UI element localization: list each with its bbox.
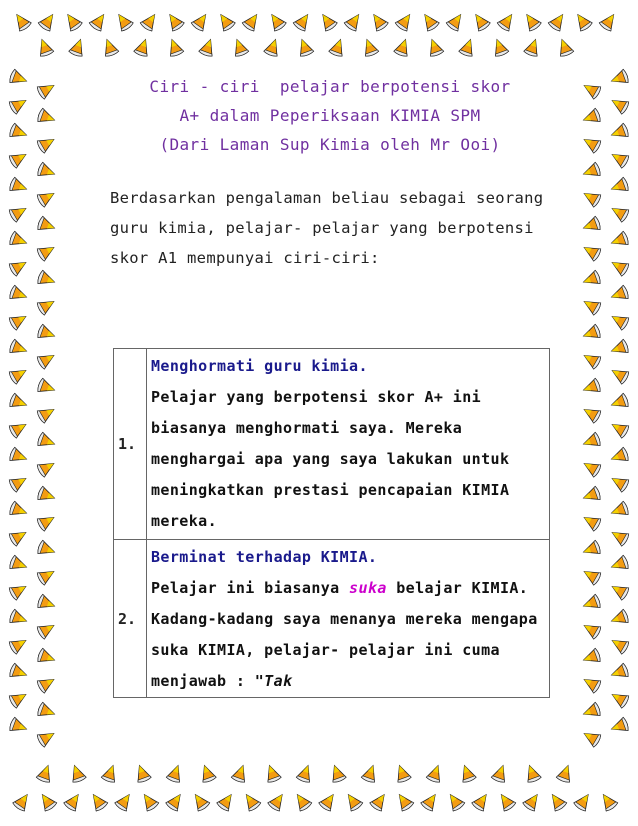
candy-corn-icon — [8, 94, 29, 114]
candy-corn-icon — [445, 791, 466, 813]
candy-corn-icon — [581, 565, 602, 585]
candy-corn-icon — [37, 648, 57, 667]
candy-corn-icon — [609, 418, 630, 438]
candy-corn-icon — [581, 673, 602, 693]
candy-corn-icon — [198, 763, 217, 783]
candy-corn-icon — [101, 763, 120, 783]
candy-corn-icon — [36, 763, 55, 783]
candy-corn-icon — [425, 37, 444, 57]
candy-corn-icon — [8, 256, 29, 276]
candy-corn-icon — [8, 688, 29, 708]
candy-corn-icon — [581, 79, 602, 99]
candy-corn-icon — [393, 37, 412, 57]
candy-corn-icon — [164, 11, 185, 33]
item-cell — [147, 540, 550, 698]
candy-corn-icon — [609, 310, 630, 330]
candy-corn-icon — [343, 11, 364, 33]
page-title — [110, 72, 550, 159]
candy-corn-icon — [9, 123, 29, 142]
candy-corn-icon — [295, 37, 314, 57]
candy-corn-icon — [496, 791, 517, 813]
candy-corn-icon — [292, 791, 313, 813]
candy-corn-icon — [36, 295, 57, 315]
candy-corn-icon — [113, 11, 134, 33]
candy-corn-icon — [522, 791, 543, 813]
candy-corn-icon — [547, 11, 568, 33]
item-body-italic: Tak — [264, 672, 293, 690]
candy-corn-icon — [263, 37, 282, 57]
candy-corn-icon — [581, 403, 602, 423]
candy-corn-icon — [581, 648, 601, 667]
candy-corn-icon — [37, 702, 57, 721]
candy-corn-icon — [490, 37, 509, 57]
candy-corn-icon — [343, 791, 364, 813]
candy-corn-icon — [581, 133, 602, 153]
candy-corn-icon — [216, 791, 237, 813]
candy-corn-icon — [241, 791, 262, 813]
table-row — [114, 349, 550, 540]
candy-corn-icon — [609, 148, 630, 168]
candy-corn-icon — [609, 69, 629, 88]
candy-corn-icon — [62, 11, 83, 33]
candy-corn-icon — [215, 11, 236, 33]
item-number: 1. — [114, 349, 147, 540]
item-body — [151, 573, 545, 697]
candy-corn-icon — [9, 717, 29, 736]
candy-corn-icon — [394, 11, 415, 33]
candy-corn-icon — [609, 94, 630, 114]
candy-corn-icon — [37, 378, 57, 397]
candy-corn-icon — [609, 285, 629, 304]
candy-corn-icon — [165, 791, 186, 813]
candy-corn-icon — [9, 231, 29, 250]
item-number: 2. — [114, 540, 147, 698]
candy-corn-icon — [190, 791, 211, 813]
candy-corn-icon — [190, 11, 211, 33]
candy-corn-icon — [609, 231, 629, 250]
candy-corn-icon — [133, 763, 152, 783]
candy-corn-icon — [9, 609, 29, 628]
candy-corn-icon — [292, 11, 313, 33]
candy-corn-icon — [426, 763, 445, 783]
candy-corn-icon — [581, 187, 602, 207]
candy-corn-icon — [36, 349, 57, 369]
candy-corn-icon — [8, 202, 29, 222]
candy-corn-icon — [609, 580, 630, 600]
candy-corn-icon — [581, 511, 602, 531]
candy-corn-icon — [100, 37, 119, 57]
candy-corn-icon — [581, 540, 601, 559]
candy-corn-icon — [609, 609, 629, 628]
candy-corn-icon — [598, 791, 619, 813]
item-heading: Menghormati guru kimia. — [151, 357, 368, 375]
candy-corn-icon — [8, 364, 29, 384]
candy-corn-icon — [8, 634, 29, 654]
candy-corn-icon — [609, 177, 629, 196]
candy-corn-icon — [581, 241, 602, 261]
candy-corn-icon — [458, 37, 477, 57]
candy-corn-icon — [88, 11, 109, 33]
item-heading: Berminat terhadap KIMIA. — [151, 548, 378, 566]
candy-corn-icon — [581, 349, 602, 369]
candy-corn-icon — [36, 619, 57, 639]
candy-corn-icon — [36, 79, 57, 99]
candy-corn-icon — [317, 11, 338, 33]
candy-corn-icon — [556, 763, 575, 783]
candy-corn-icon — [37, 594, 57, 613]
candy-corn-icon — [581, 324, 601, 343]
candy-corn-icon — [139, 11, 160, 33]
candy-corn-icon — [37, 270, 57, 289]
candy-corn-icon — [470, 11, 491, 33]
candy-corn-icon — [581, 270, 601, 289]
candy-corn-icon — [36, 133, 57, 153]
candy-corn-icon — [36, 457, 57, 477]
candy-corn-icon — [8, 310, 29, 330]
candy-corn-icon — [609, 447, 629, 466]
candy-corn-icon — [114, 791, 135, 813]
candy-corn-icon — [35, 37, 54, 57]
item-body-highlight: suka — [349, 579, 387, 597]
candy-corn-icon — [496, 11, 517, 33]
candy-corn-icon — [9, 339, 29, 358]
item-body-start: Pelajar ini biasanya — [151, 579, 350, 597]
candy-corn-icon — [37, 11, 58, 33]
candy-corn-icon — [8, 472, 29, 492]
title-line-3: (Dari Laman Sup Kimia oleh Mr Ooi) — [159, 135, 501, 154]
candy-corn-icon — [9, 663, 29, 682]
candy-corn-icon — [581, 619, 602, 639]
candy-corn-icon — [581, 295, 602, 315]
candy-corn-icon — [598, 11, 619, 33]
candy-corn-icon — [393, 763, 412, 783]
candy-corn-icon — [609, 364, 630, 384]
candy-corn-icon — [471, 791, 492, 813]
candy-corn-icon — [266, 11, 287, 33]
candy-corn-icon — [165, 37, 184, 57]
candy-corn-icon — [11, 11, 32, 33]
candy-corn-icon — [9, 555, 29, 574]
candy-corn-icon — [609, 663, 629, 682]
candy-corn-icon — [609, 634, 630, 654]
candy-corn-icon — [68, 37, 87, 57]
candy-corn-icon — [394, 791, 415, 813]
title-line-2: A+ dalam Peperiksaan KIMIA SPM — [179, 106, 481, 125]
candy-corn-icon — [12, 791, 33, 813]
candy-corn-icon — [609, 202, 630, 222]
item-body-rest: belajar KIMIA. Kadang-kadang saya menanya mereka mengapa suka KIMIA, pelajar- pelajar ini cuma menjawab : " — [151, 579, 538, 690]
candy-corn-icon — [37, 486, 57, 505]
candy-corn-icon — [445, 11, 466, 33]
candy-corn-icon — [8, 418, 29, 438]
candy-corn-icon — [419, 11, 440, 33]
candy-corn-icon — [328, 763, 347, 783]
candy-corn-icon — [523, 763, 542, 783]
candy-corn-icon — [36, 673, 57, 693]
candy-corn-icon — [37, 108, 57, 127]
candy-corn-icon — [37, 162, 57, 181]
item-body: Pelajar yang berpotensi skor A+ ini biasanya menghormati saya. Mereka menghargai apa yang saya lakukan untuk meningkatkan prestasi pencapaian KIMIA mereka. — [151, 388, 510, 530]
candy-corn-icon — [198, 37, 217, 57]
candy-corn-icon — [609, 123, 629, 142]
candy-corn-icon — [547, 791, 568, 813]
candy-corn-icon — [328, 37, 347, 57]
candy-corn-icon — [36, 403, 57, 423]
candy-corn-icon — [230, 37, 249, 57]
candy-corn-icon — [9, 393, 29, 412]
table-row — [114, 540, 550, 698]
candy-corn-icon — [37, 324, 57, 343]
candy-corn-icon — [581, 162, 601, 181]
candy-corn-icon — [63, 791, 84, 813]
candy-corn-icon — [9, 285, 29, 304]
candy-corn-icon — [37, 216, 57, 235]
candy-corn-icon — [133, 37, 152, 57]
candy-corn-icon — [8, 148, 29, 168]
candy-corn-icon — [609, 555, 629, 574]
candy-corn-icon — [609, 472, 630, 492]
candy-corn-icon — [360, 37, 379, 57]
candy-corn-icon — [609, 339, 629, 358]
candy-corn-icon — [581, 594, 601, 613]
candy-corn-icon — [555, 37, 574, 57]
traits-table — [113, 348, 550, 698]
candy-corn-icon — [581, 432, 601, 451]
candy-corn-icon — [609, 526, 630, 546]
candy-corn-icon — [523, 37, 542, 57]
candy-corn-icon — [420, 791, 441, 813]
candy-corn-icon — [491, 763, 510, 783]
candy-corn-icon — [609, 501, 629, 520]
candy-corn-icon — [166, 763, 185, 783]
candy-corn-icon — [609, 717, 629, 736]
candy-corn-icon — [36, 187, 57, 207]
candy-corn-icon — [573, 791, 594, 813]
candy-corn-icon — [241, 11, 262, 33]
candy-corn-icon — [37, 432, 57, 451]
candy-corn-icon — [8, 580, 29, 600]
candy-corn-icon — [267, 791, 288, 813]
candy-corn-icon — [9, 447, 29, 466]
candy-corn-icon — [9, 177, 29, 196]
candy-corn-icon — [36, 565, 57, 585]
candy-corn-icon — [581, 378, 601, 397]
candy-corn-icon — [9, 69, 29, 88]
candy-corn-icon — [581, 216, 601, 235]
candy-corn-icon — [296, 763, 315, 783]
candy-corn-icon — [36, 241, 57, 261]
document-body — [110, 72, 550, 273]
intro-paragraph: Berdasarkan pengalaman beliau sebagai seorang guru kimia, pelajar- pelajar yang berpotensi skor A1 mempunyai ciri-ciri: — [110, 189, 544, 267]
candy-corn-icon — [361, 763, 380, 783]
candy-corn-icon — [368, 11, 389, 33]
candy-corn-icon — [36, 727, 57, 747]
candy-corn-icon — [369, 791, 390, 813]
candy-corn-icon — [572, 11, 593, 33]
candy-corn-icon — [458, 763, 477, 783]
candy-corn-icon — [581, 457, 602, 477]
candy-corn-icon — [318, 791, 339, 813]
candy-corn-icon — [609, 393, 629, 412]
candy-corn-icon — [521, 11, 542, 33]
candy-corn-icon — [37, 540, 57, 559]
candy-corn-icon — [231, 763, 250, 783]
candy-corn-icon — [9, 501, 29, 520]
candy-corn-icon — [88, 791, 109, 813]
candy-corn-icon — [68, 763, 87, 783]
candy-corn-icon — [36, 511, 57, 531]
candy-corn-icon — [263, 763, 282, 783]
title-line-1: Ciri - ciri pelajar berpotensi skor — [149, 77, 511, 96]
candy-corn-icon — [581, 702, 601, 721]
item-cell — [147, 349, 550, 540]
candy-corn-icon — [581, 727, 602, 747]
candy-corn-icon — [37, 791, 58, 813]
candy-corn-icon — [8, 526, 29, 546]
candy-corn-icon — [609, 688, 630, 708]
candy-corn-icon — [581, 108, 601, 127]
candy-corn-icon — [609, 256, 630, 276]
candy-corn-icon — [139, 791, 160, 813]
candy-corn-icon — [581, 486, 601, 505]
